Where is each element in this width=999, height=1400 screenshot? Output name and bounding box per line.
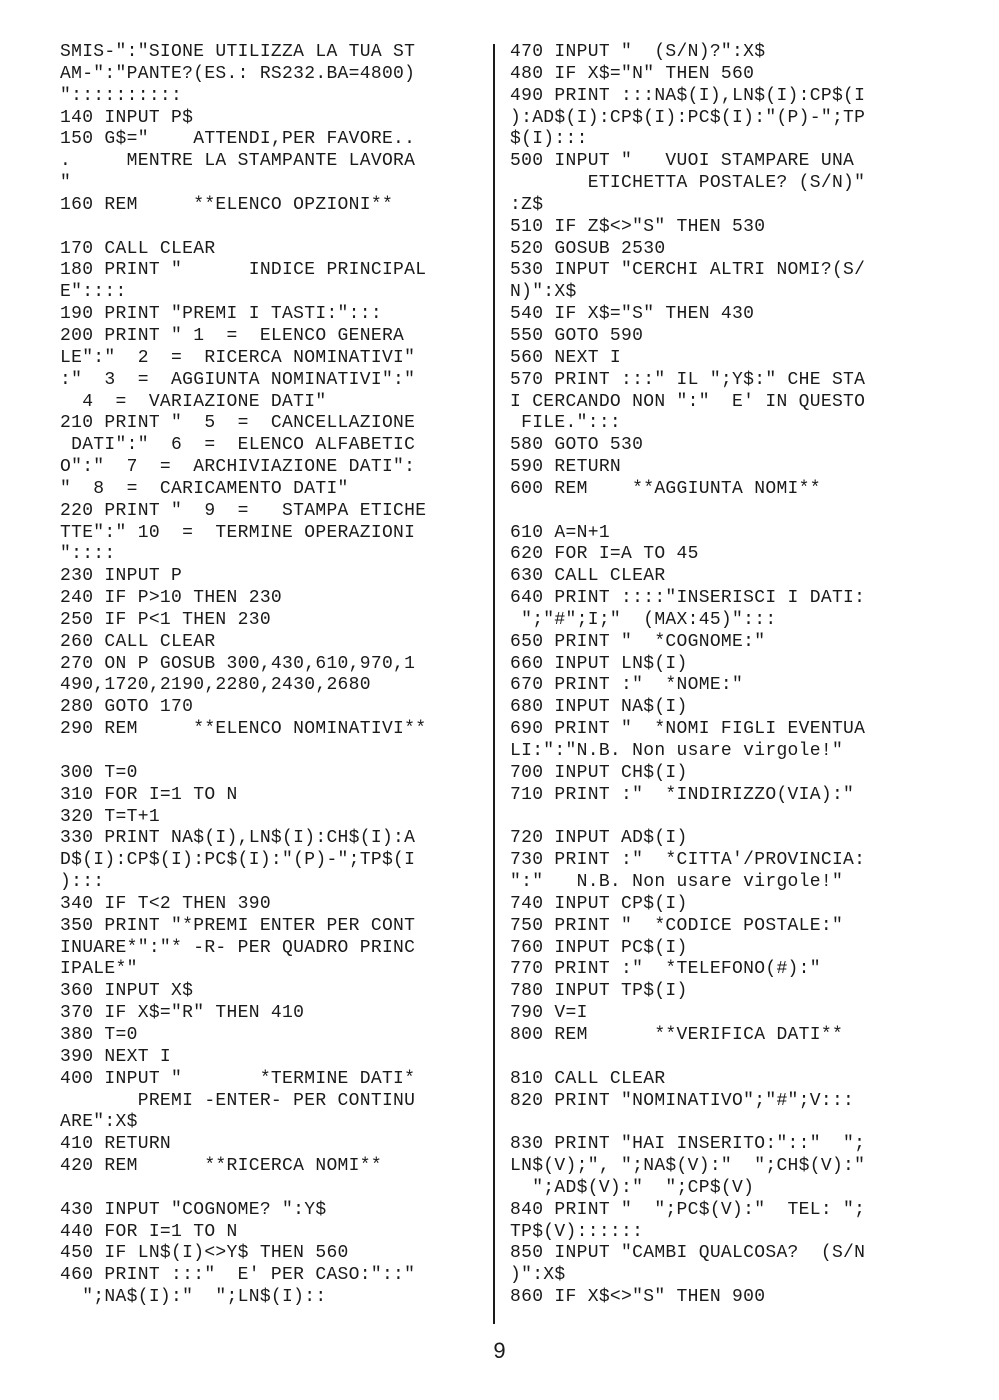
code-line: 560 NEXT I [510, 347, 622, 368]
code-line: D$(I):CP$(I):PC$(I):"(P)-";TP$(I [60, 850, 416, 871]
code-line: 220 PRINT " 9 = STAMPA ETICHE [60, 500, 427, 521]
code-line: LE":" 2 = RICERCA NOMINATIVI" [60, 347, 416, 368]
code-line: 600 REM **AGGIUNTA NOMI** [510, 478, 821, 499]
code-line: 230 INPUT P [60, 566, 183, 587]
code-line: 510 IF Z$<>"S" THEN 530 [510, 216, 766, 237]
code-line: LN$(V);", ";NA$(V):" ";CH$(V):" [510, 1156, 866, 1177]
code-line: ";"#";I;" (MAX:45)"::: [510, 609, 777, 630]
code-line: 240 IF P>10 THEN 230 [60, 588, 283, 609]
code-line: 830 PRINT "HAI INSERITO:"::" "; [510, 1134, 866, 1155]
code-line: ";AD$(V):" ";CP$(V) [510, 1177, 755, 1198]
code-line: 620 FOR I=A TO 45 [510, 544, 699, 565]
code-line: O":" 7 = ARCHIVIAZIONE DATI": [60, 457, 416, 478]
code-line: 250 IF P<1 THEN 230 [60, 609, 271, 630]
code-line: E":::: [60, 282, 127, 303]
code-line: :Z$ [510, 194, 544, 215]
code-line: 470 INPUT " (S/N)?":X$ [510, 42, 766, 62]
code-line: 760 INPUT PC$(I) [510, 937, 688, 958]
code-line: 680 INPUT NA$(I) [510, 697, 688, 718]
code-line: 190 PRINT "PREMI I TASTI:"::: [60, 304, 382, 325]
code-line: 290 REM **ELENCO NOMINATIVI** [60, 719, 427, 740]
code-line: ":::::::::: [60, 85, 183, 106]
code-line: ":::: [60, 544, 116, 565]
code-line: FILE."::: [510, 413, 622, 434]
code-line: 630 CALL CLEAR [510, 566, 666, 587]
code-line [60, 741, 482, 763]
code-line: 770 PRINT :" *TELEFONO(#):" [510, 959, 821, 980]
code-line: 350 PRINT "*PREMI ENTER PER CONT [60, 915, 416, 936]
code-line [510, 1047, 940, 1069]
code-line: 660 INPUT LN$(I) [510, 653, 688, 674]
code-line: TTE":" 10 = TERMINE OPERAZIONI [60, 522, 416, 543]
code-line: 490,1720,2190,2280,2430,2680 [60, 675, 371, 696]
code-line: 540 IF X$="S" THEN 430 [510, 304, 755, 325]
code-line: 330 PRINT NA$(I),LN$(I):CH$(I):A [60, 828, 416, 849]
code-line: ":" N.B. Non usare virgole!" [510, 872, 844, 893]
code-line: 160 REM **ELENCO OPZIONI** [60, 194, 394, 215]
code-line: AM-":"PANTE?(ES.: RS232.BA=4800) [60, 63, 416, 84]
code-line: 800 REM **VERIFICA DATI** [510, 1024, 844, 1045]
code-line: 530 INPUT "CERCHI ALTRI NOMI?(S/ [510, 260, 866, 281]
code-line: I CERCANDO NON ":" E' IN QUESTO [510, 391, 866, 412]
code-line: N)":X$ [510, 282, 577, 303]
code-line: 500 INPUT " VUOI STAMPARE UNA [510, 151, 855, 172]
code-line: 710 PRINT :" *INDIRIZZO(VIA):" [510, 784, 855, 805]
code-line: 280 GOTO 170 [60, 697, 194, 718]
code-line: 260 CALL CLEAR [60, 631, 216, 652]
code-line: ";NA$(I):" ";LN$(I):: [60, 1287, 327, 1308]
code-line: " [60, 173, 72, 194]
code-line: 390 NEXT I [60, 1046, 172, 1067]
code-line: 810 CALL CLEAR [510, 1068, 666, 1089]
code-line: $(I)::: [510, 129, 588, 150]
code-line: 840 PRINT " ";PC$(V):" TEL: "; [510, 1199, 866, 1220]
code-line: 370 IF X$="R" THEN 410 [60, 1003, 305, 1024]
code-line: 740 INPUT CP$(I) [510, 893, 688, 914]
code-line: 270 ON P GOSUB 300,430,610,970,1 [60, 653, 416, 674]
code-line: 750 PRINT " *CODICE POSTALE:" [510, 915, 844, 936]
code-line: 670 PRINT :" *NOME:" [510, 675, 744, 696]
code-line: 780 INPUT TP$(I) [510, 981, 688, 1002]
code-line: 360 INPUT X$ [60, 981, 194, 1002]
code-line: DATI":" 6 = ELENCO ALFABETIC [60, 435, 416, 456]
code-line: 590 RETURN [510, 457, 622, 478]
code-line: 690 PRINT " *NOMI FIGLI EVENTUA [510, 719, 866, 740]
code-line: 210 PRINT " 5 = CANCELLAZIONE [60, 413, 416, 434]
code-line: PREMI -ENTER- PER CONTINU [60, 1090, 416, 1111]
code-line: 730 PRINT :" *CITTA'/PROVINCIA: [510, 850, 866, 871]
code-line: 490 PRINT :::NA$(I),LN$(I):CP$(I [510, 85, 866, 106]
code-line: LI:":"N.B. Non usare virgole!" [510, 741, 844, 761]
code-line: )::: [60, 872, 105, 893]
code-line: 640 PRINT ::::"INSERISCI I DATI: [510, 588, 866, 609]
code-line [510, 807, 940, 829]
code-column-right [510, 42, 940, 1309]
code-line: " 8 = CARICAMENTO DATI" [60, 478, 349, 499]
code-line: 480 IF X$="N" THEN 560 [510, 63, 755, 84]
code-line: 440 FOR I=1 TO N [60, 1221, 238, 1242]
code-line: :" 3 = AGGIUNTA NOMINATIVI":" [60, 369, 416, 390]
code-line: 430 INPUT "COGNOME? ":Y$ [60, 1199, 327, 1220]
code-line: 320 T=T+1 [60, 806, 160, 827]
code-line: 340 IF T<2 THEN 390 [60, 893, 271, 914]
code-line: ETICHETTA POSTALE? (S/N)" [510, 173, 866, 194]
code-line: 170 CALL CLEAR [60, 238, 216, 259]
code-line: 180 PRINT " INDICE PRINCIPAL [60, 260, 427, 281]
code-line: 650 PRINT " *COGNOME:" [510, 631, 766, 652]
code-line: 420 REM **RICERCA NOMI** [60, 1156, 382, 1177]
code-line: 700 INPUT CH$(I) [510, 762, 688, 783]
code-line: 580 GOTO 530 [510, 435, 644, 456]
code-line: 860 IF X$<>"S" THEN 900 [510, 1287, 766, 1308]
code-line: 200 PRINT " 1 = ELENCO GENERA [60, 325, 405, 346]
code-line: 850 INPUT "CAMBI QUALCOSA? (S/N [510, 1243, 866, 1264]
code-line: 410 RETURN [60, 1134, 172, 1155]
code-line: 790 V=I [510, 1003, 588, 1024]
code-line [510, 1112, 940, 1134]
code-line: 610 A=N+1 [510, 522, 610, 543]
code-line: 380 T=0 [60, 1024, 138, 1045]
code-line: 310 FOR I=1 TO N [60, 784, 238, 805]
code-line: ARE":X$ [60, 1112, 138, 1133]
code-line: 460 PRINT :::" E' PER CASO:"::" [60, 1265, 416, 1286]
code-line: )":X$ [510, 1265, 566, 1286]
code-line: IPALE*" [60, 959, 138, 980]
code-line: 150 G$=" ATTENDI,PER FAVORE.. [60, 129, 416, 150]
code-line: TP$(V):::::: [510, 1221, 644, 1242]
code-line [60, 1178, 482, 1200]
code-line: 4 = VARIAZIONE DATI" [60, 391, 327, 412]
code-line: 820 PRINT "NOMINATIVO";"#";V::: [510, 1090, 855, 1111]
code-line [510, 501, 940, 523]
code-line: 570 PRINT :::" IL ";Y$:" CHE STA [510, 369, 866, 390]
code-line [60, 217, 482, 239]
code-column-left [60, 42, 482, 1309]
code-line: . MENTRE LA STAMPANTE LAVORA [60, 151, 416, 172]
code-line: 550 GOTO 590 [510, 325, 644, 346]
code-line: 140 INPUT P$ [60, 107, 194, 128]
code-line: ):AD$(I):CP$(I):PC$(I):"(P)-";TP [510, 107, 866, 128]
page-number: 9 [493, 1338, 506, 1363]
code-line: 450 IF LN$(I)<>Y$ THEN 560 [60, 1243, 349, 1264]
code-line: 400 INPUT " *TERMINE DATI* [60, 1068, 416, 1089]
code-line: 300 T=0 [60, 762, 138, 783]
code-line: 720 INPUT AD$(I) [510, 828, 688, 849]
column-divider [493, 44, 495, 1324]
code-line: INUARE*":"* -R- PER QUADRO PRINC [60, 937, 416, 958]
code-line: SMIS-":"SIONE UTILIZZA LA TUA ST [60, 42, 416, 62]
code-line: 520 GOSUB 2530 [510, 238, 666, 259]
